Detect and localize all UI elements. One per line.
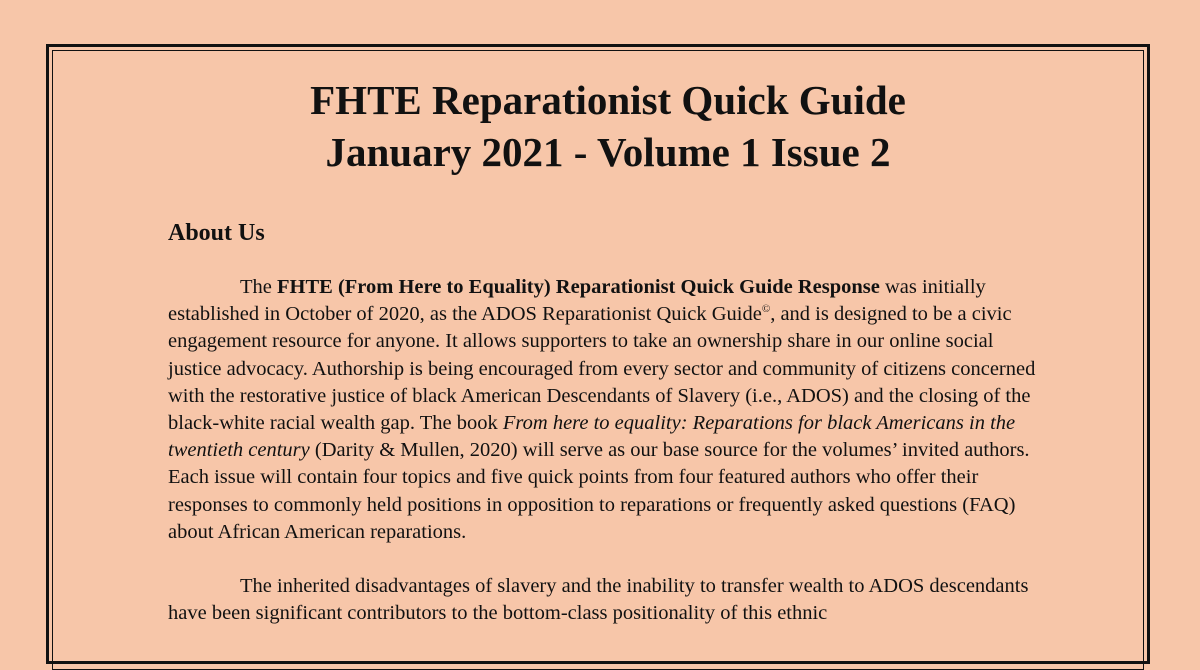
paragraph-disadvantages: The inherited disadvantages of slavery and the inability to transfer wealth to ADOS descendants have been significant contributors to the bottom-class positionality of this ethnic (168, 575, 1029, 625)
copyright-mark: © (761, 303, 771, 316)
document-title: FHTE Reparationist Quick Guide (310, 77, 906, 123)
section-heading-about-us: About Us (168, 220, 265, 246)
paragraph-text: , and is designed to be a civic engagement resource for anyone. It allows supporters to take an ownership share in our online social justice advocacy. Authorship is being encouraged from every sector and community of citizens concerned with the restorative justice of black American Descendants of Slavery (i.e., ADOS) and the closing of the black-white racial wealth gap. The book (168, 303, 1036, 435)
paragraph-about (168, 274, 1048, 546)
paragraph-text: was initially established in October of 2020, as the ADOS Reparationist Quick Guide (168, 276, 986, 326)
document-subtitle: January 2021 - Volume 1 Issue 2 (325, 129, 891, 175)
paragraph-bold-text: FHTE (From Here to Equality) Reparationist Quick Guide Response (277, 276, 880, 298)
book-title-italic: From here to equality: Reparations for black Americans in the twentieth century (168, 412, 1016, 462)
paragraph-text: (Darity & Mullen, 2020) will serve as our base source for the volumes’ invited authors. Each issue will contain four topics and five quick points from four featured authors who offer their responses to commonly held positions in opposition to reparations or frequently asked questions (FAQ) about African American reparations. (168, 439, 1030, 543)
document-body (168, 74, 1048, 627)
paragraph-text: The (240, 276, 277, 298)
